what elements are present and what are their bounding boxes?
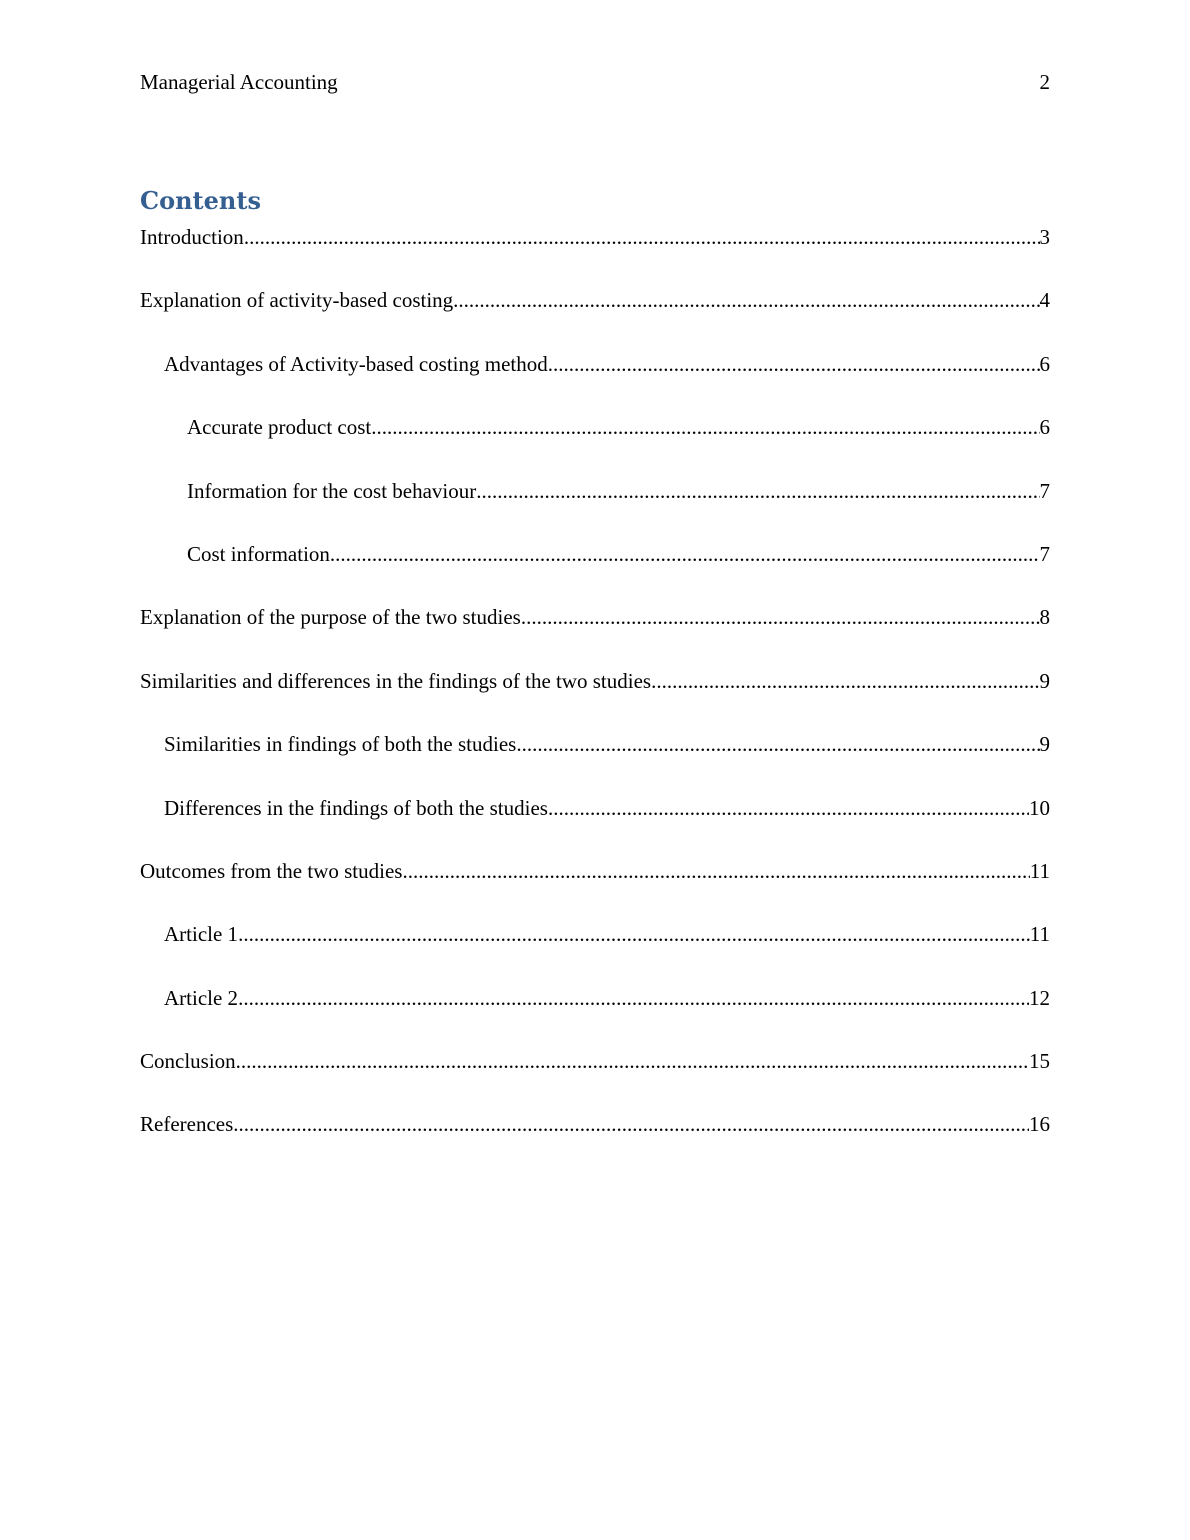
toc-entry-page: 6: [1039, 415, 1050, 440]
toc-entry-conclusion[interactable]: [140, 1046, 1050, 1109]
toc-entry-title: Differences in the findings of both the studies: [164, 795, 548, 820]
toc-dot-leader: [371, 412, 1039, 442]
toc-entry-page: 10: [1029, 795, 1050, 820]
toc-dot-leader: [476, 476, 1039, 506]
toc-dot-leader: [548, 793, 1029, 823]
toc-heading: Contents: [140, 186, 261, 215]
toc-dot-leader: [516, 729, 1039, 759]
toc-entry-page: 8: [1039, 605, 1050, 630]
toc-entry-title: Outcomes from the two studies: [140, 858, 403, 883]
toc-entry-similarities[interactable]: [140, 729, 1050, 792]
toc-entry-title: Article 1: [164, 922, 239, 947]
toc-entry-title: Similarities and differences in the findings of the two studies: [140, 668, 652, 693]
toc-dot-leader: [236, 1046, 1029, 1076]
toc-entry-purpose-of-studies[interactable]: [140, 602, 1050, 665]
toc-entry-page: 12: [1029, 985, 1050, 1010]
toc-entry-title: Explanation of the purpose of the two studies: [140, 605, 521, 630]
toc-entry-article-1[interactable]: [140, 919, 1050, 982]
toc-dot-leader: [238, 919, 1030, 949]
toc-entry-page: 15: [1029, 1049, 1050, 1074]
page-header: [140, 70, 1050, 98]
toc-entry-cost-behaviour[interactable]: [140, 476, 1050, 539]
page-number: 2: [1039, 70, 1050, 94]
toc-entry-page: 11: [1029, 858, 1050, 883]
toc-entry-page: 3: [1039, 225, 1050, 249]
toc-dot-leader: [521, 602, 1040, 632]
toc-entry-page: 6: [1039, 351, 1050, 376]
toc-entry-accurate-product-cost[interactable]: [140, 412, 1050, 475]
table-of-contents: [140, 222, 1050, 1173]
toc-dot-leader: [233, 1109, 1029, 1139]
running-title: Managerial Accounting: [140, 70, 338, 94]
toc-entry-page: 9: [1039, 732, 1050, 757]
toc-entry-title: Similarities in findings of both the studies: [164, 732, 517, 757]
toc-entry-page: 7: [1039, 541, 1050, 566]
toc-dot-leader: [651, 666, 1039, 696]
toc-entry-outcomes[interactable]: [140, 856, 1050, 919]
toc-entry-title: Cost information: [187, 541, 330, 566]
toc-dot-leader: [330, 539, 1040, 569]
toc-entry-title: Conclusion: [140, 1049, 236, 1074]
toc-entry-page: 7: [1039, 478, 1050, 503]
toc-entry-cost-information[interactable]: [140, 539, 1050, 602]
toc-dot-leader: [244, 222, 1040, 252]
toc-entry-differences[interactable]: [140, 793, 1050, 856]
toc-entry-title: Information for the cost behaviour: [187, 478, 477, 503]
toc-entry-article-2[interactable]: [140, 983, 1050, 1046]
toc-entry-title: Introduction: [140, 225, 244, 249]
toc-entry-page: 16: [1029, 1112, 1050, 1137]
toc-entry-page: 11: [1029, 922, 1050, 947]
toc-entry-title: Explanation of activity-based costing: [140, 288, 454, 313]
toc-entry-activity-based-costing[interactable]: [140, 285, 1050, 348]
toc-entry-title: Accurate product cost: [187, 415, 372, 440]
toc-entry-title: Article 2: [164, 985, 239, 1010]
toc-entry-page: 9: [1039, 668, 1050, 693]
toc-dot-leader: [238, 983, 1029, 1013]
toc-entry-page: 4: [1039, 288, 1050, 313]
toc-entry-title: References: [140, 1112, 234, 1137]
toc-entry-references[interactable]: [140, 1109, 1050, 1172]
toc-dot-leader: [548, 349, 1040, 379]
toc-entry-introduction[interactable]: [140, 222, 1050, 285]
toc-dot-leader: [402, 856, 1029, 886]
toc-entry-advantages[interactable]: [140, 349, 1050, 412]
toc-entry-similarities-and-differences[interactable]: [140, 666, 1050, 729]
toc-dot-leader: [453, 285, 1039, 315]
toc-entry-title: Advantages of Activity-based costing method: [164, 351, 548, 376]
